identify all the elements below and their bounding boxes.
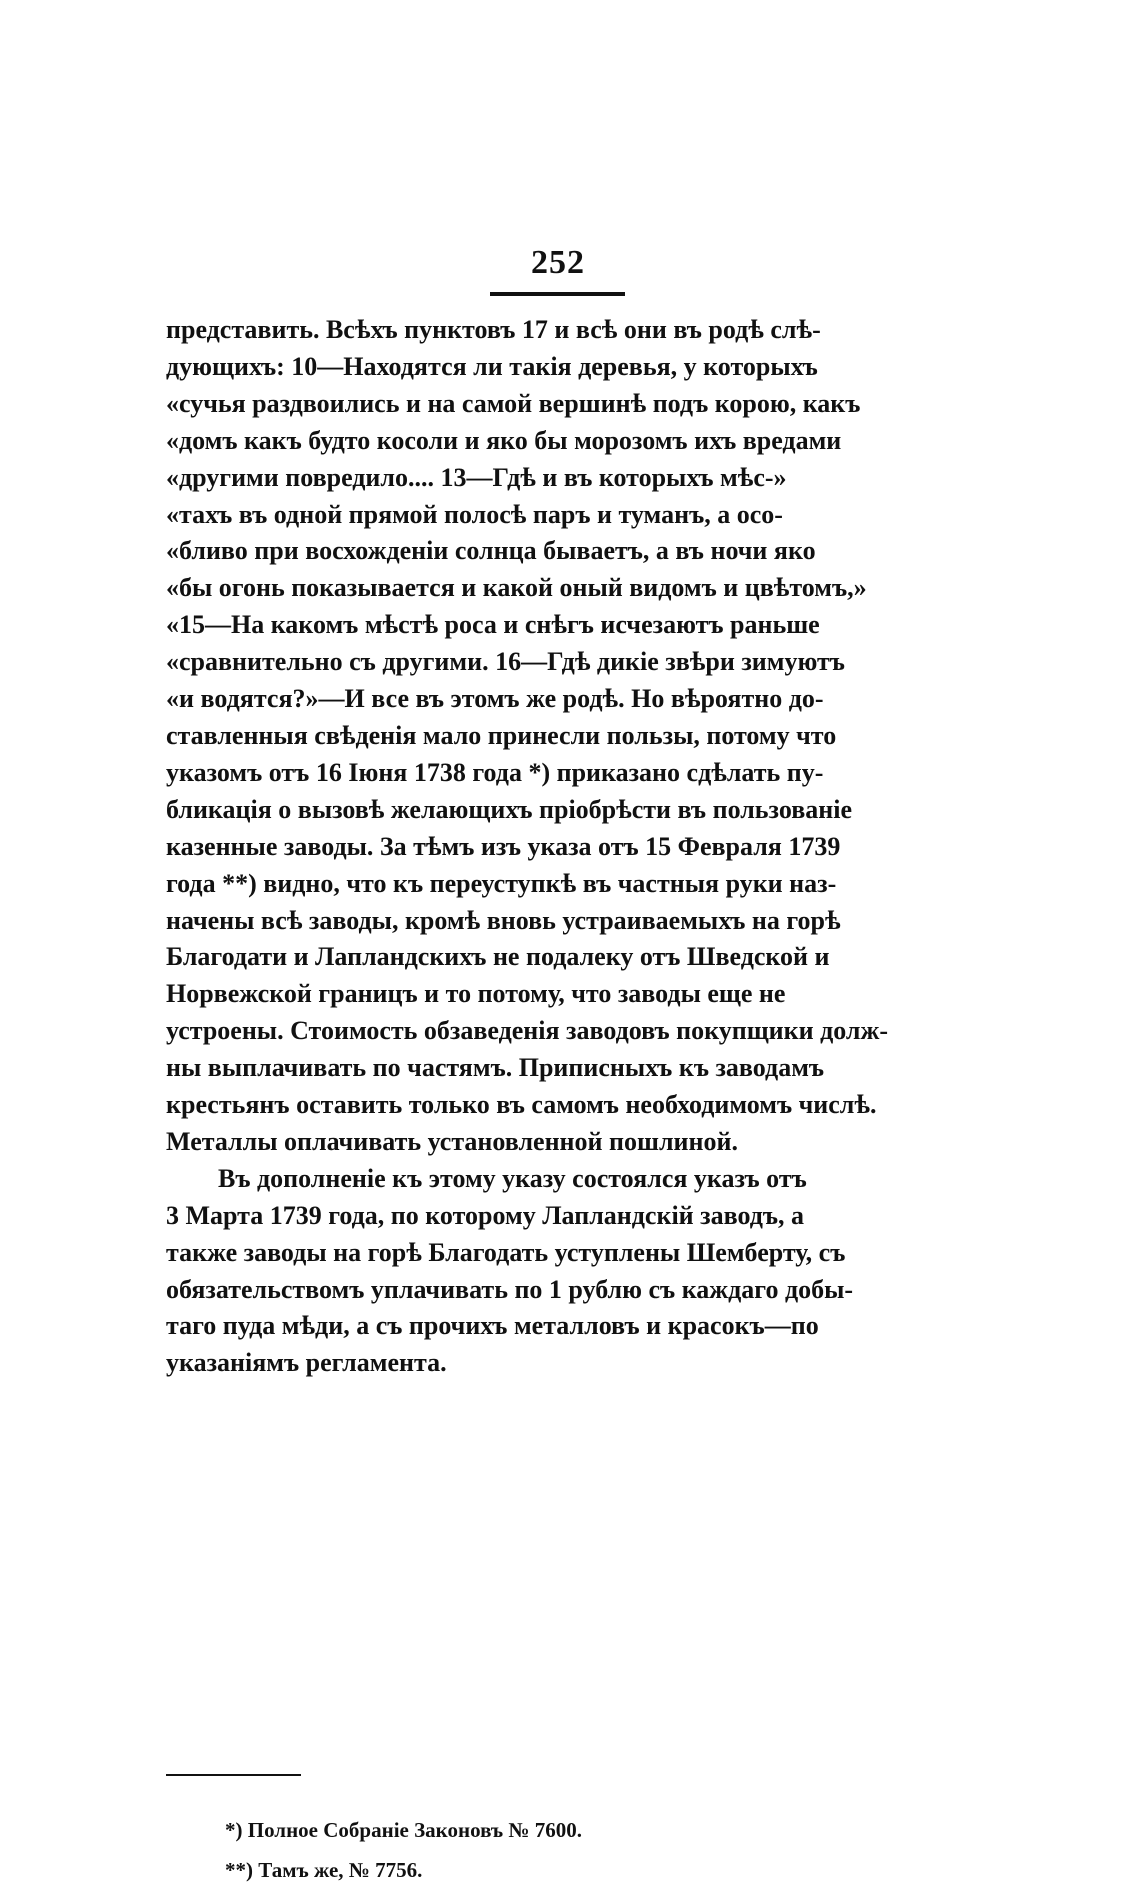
footnote-2: **) Тамъ же, № 7756. [225,1858,423,1882]
text-line: указомъ отъ 16 Іюня 1738 года *) приказано сдѣлать пу- [166,757,824,787]
text-line: Металлы оплачивать установленной пошлиной. [166,1126,738,1156]
text-line: устроены. Стоимость обзаведенія заводовъ покупщики долж- [166,1016,889,1046]
text-line: ны выплачивать по частямъ. Приписныхъ къ заводамъ [166,1053,825,1083]
text-line: дующихъ: 10—Находятся ли такія деревья, у которыхъ [166,351,818,381]
text-line: 3 Марта 1739 года, по которому Лапландскій заводъ, а [166,1200,805,1230]
text-line: бликація о вызовѣ желающихъ пріобрѣсти въ пользованіе [166,794,852,824]
text-line: казенные заводы. За тѣмъ изъ указа отъ 15 Февраля 1739 [166,831,841,861]
text-line: года **) видно, что къ переуступкѣ въ частныя руки наз- [166,868,837,898]
text-line: «сучья раздвоились и на самой вершинѣ подъ корою, какъ [166,388,861,418]
text-line: «бы огонь показывается и какой оный видомъ и цвѣтомъ,» [166,573,867,603]
footnote-1: *) Полное Собраніе Законовъ № 7600. [225,1818,582,1842]
text-line: Благодати и Лапландскихъ не подалеку отъ Шведской и [166,942,830,972]
text-line: также заводы на горѣ Благодать уступлены Шемберту, съ [166,1237,846,1267]
text-line: «домъ какъ будто косоли и яко бы морозомъ ихъ вредами [166,425,842,455]
header-rule [490,292,625,296]
text-line: «тахъ въ одной прямой полосѣ паръ и туманъ, а осо- [166,499,783,529]
paragraph-start-line: Въ дополненіе къ этому указу состоялся указъ отъ [218,1163,807,1193]
text-line: указаніямъ регламента. [166,1348,447,1378]
text-line: представить. Всѣхъ пунктовъ 17 и всѣ они въ родѣ слѣ- [166,315,821,344]
text-line: таго пуда мѣди, а съ прочихъ металловъ и красокъ—по [166,1311,819,1341]
text-line: крестьянъ оставить только въ самомъ необходимомъ числѣ. [166,1090,877,1120]
text-line: Норвежской границъ и то потому, что заводы еще не [166,979,786,1009]
footnote-rule [166,1774,301,1776]
text-line: ставленныя свѣденія мало принесли пользы, потому что [166,720,837,750]
text-line: «бливо при восхожденіи солнца бываетъ, а въ ночи яко [166,536,816,566]
text-line: «и водятся?»—И все въ этомъ же родѣ. Но вѣроятно до- [166,684,824,714]
text-line: «другими повредило.... 13—Гдѣ и въ которыхъ мѣс-» [166,462,787,492]
page-number: 252 [531,244,585,281]
body-text [166,312,966,1382]
text-line: «сравнительно съ другими. 16—Гдѣ дикіе звѣри зимуютъ [166,647,845,677]
text-line: «15—На какомъ мѣстѣ роса и снѣгъ исчезаютъ раньше [166,610,820,640]
text-line: начены всѣ заводы, кромѣ вновь устраиваемыхъ на горѣ [166,905,841,935]
text-line: обязательствомъ уплачивать по 1 рублю съ каждаго добы- [166,1274,854,1304]
